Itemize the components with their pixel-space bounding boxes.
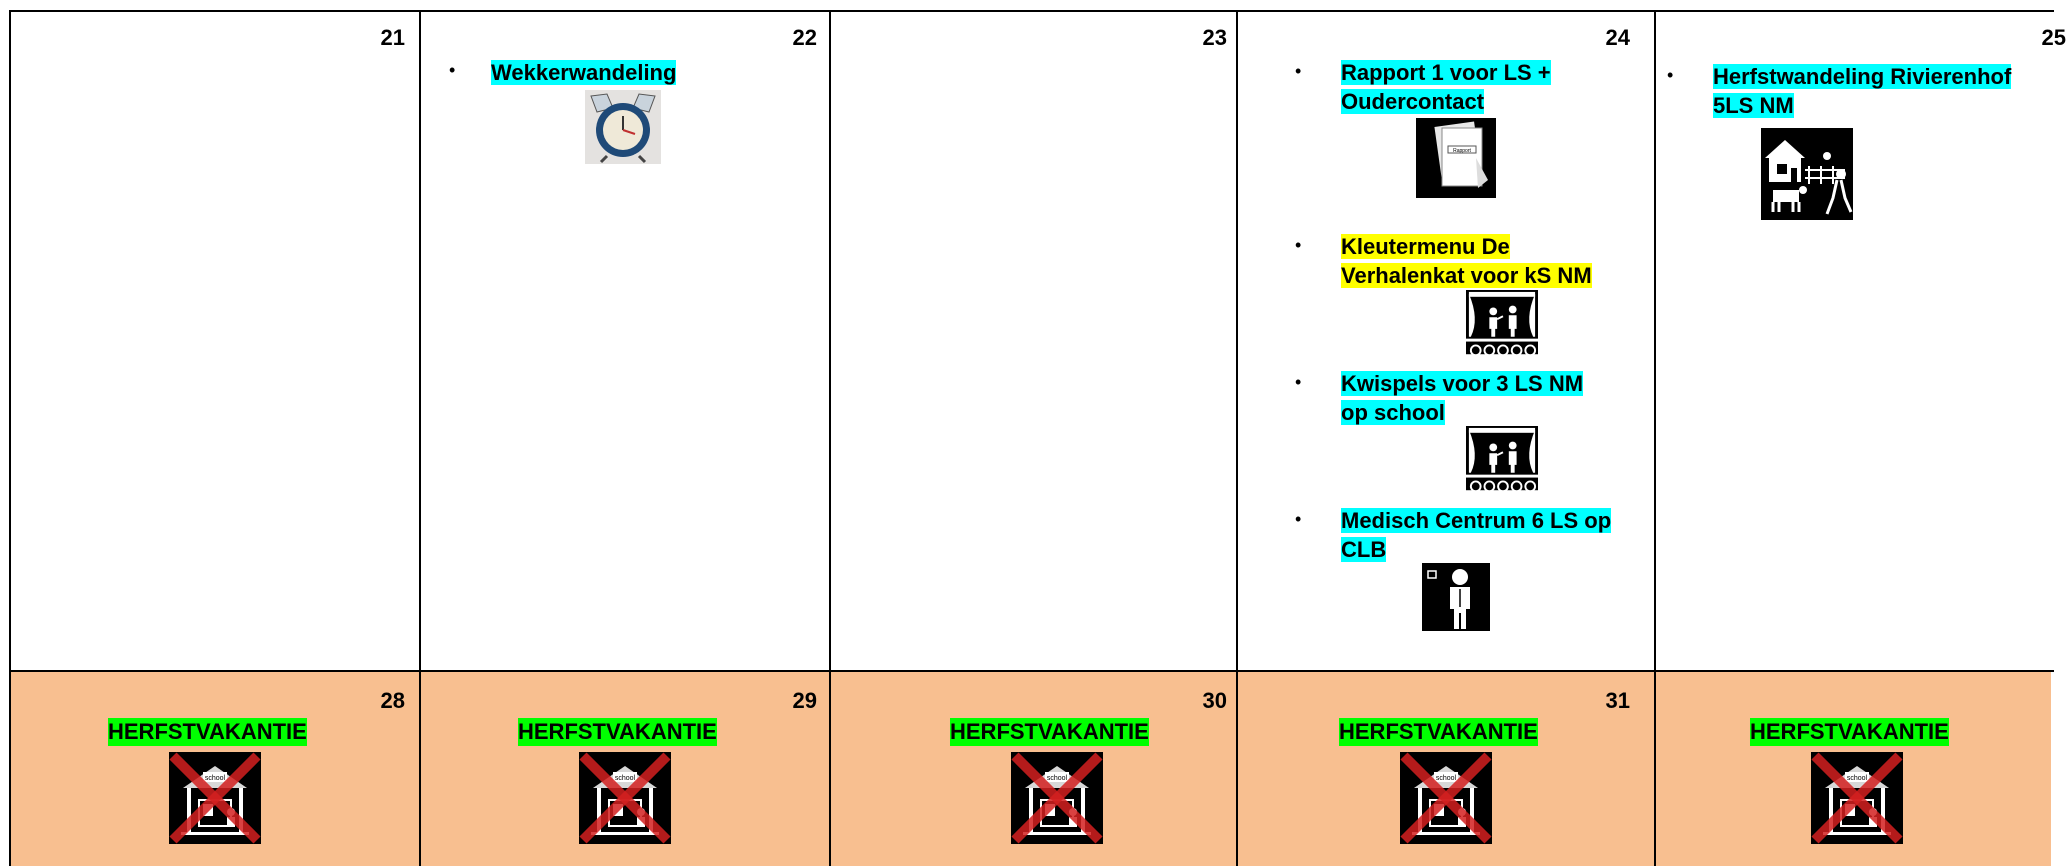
no-school-icon	[1400, 752, 1492, 844]
report-icon	[1416, 118, 1496, 198]
event-item[interactable]	[1295, 369, 1651, 427]
day-number: 24	[1605, 25, 1630, 50]
event-label: Rapport 1 voor LS +	[1341, 60, 1551, 85]
no-school-icon	[579, 752, 671, 844]
farm-walk-icon	[1761, 128, 1853, 220]
bullet: •	[449, 60, 456, 80]
day-cell-22[interactable]	[419, 10, 829, 670]
event-label: Wekkerwandeling	[491, 60, 677, 85]
event-item[interactable]	[449, 58, 677, 87]
event-label: 5LS NM	[1713, 93, 1794, 118]
bullet: •	[1295, 509, 1302, 529]
event-label: Medisch Centrum 6 LS op	[1341, 508, 1612, 533]
day-number: 25	[2041, 25, 2066, 50]
vacation-label: HERFSTVAKANTIE	[1750, 719, 1949, 744]
no-school-icon	[1011, 752, 1103, 844]
event-item[interactable]	[1295, 232, 1651, 290]
calendar-grid	[9, 10, 2066, 866]
day-cell-30[interactable]	[829, 670, 1239, 866]
event-label: Verhalenkat voor kS NM	[1341, 263, 1592, 288]
event-item[interactable]	[1295, 58, 1651, 116]
vacation-label: HERFSTVAKANTIE	[108, 719, 307, 744]
day-number: 31	[1605, 688, 1630, 713]
vacation-label: HERFSTVAKANTIE	[1339, 719, 1538, 744]
event-label: Oudercontact	[1341, 89, 1485, 114]
doctor-icon	[1422, 563, 1490, 631]
theater-icon	[1465, 426, 1539, 498]
week-row-2-vacation	[9, 670, 2051, 866]
no-school-icon	[1811, 752, 1903, 844]
day-number: 29	[792, 688, 817, 713]
event-label: op school	[1341, 400, 1445, 425]
day-cell-23[interactable]	[829, 10, 1239, 670]
week-row-1	[9, 10, 2066, 670]
event-label: Kwispels voor 3 LS NM	[1341, 371, 1584, 396]
day-cell-28[interactable]	[9, 670, 421, 866]
day-number: 28	[380, 688, 405, 713]
event-item[interactable]	[1295, 506, 1661, 564]
alarm-clock-icon	[585, 90, 661, 164]
day-cell-21[interactable]	[9, 10, 421, 670]
svg-text:Rapport: Rapport	[1453, 148, 1471, 154]
event-label: CLB	[1341, 537, 1387, 562]
day-number: 22	[792, 25, 817, 50]
event-label: Herfstwandeling Rivierenhof	[1713, 64, 2012, 89]
vacation-label: HERFSTVAKANTIE	[518, 719, 717, 744]
vacation-label: HERFSTVAKANTIE	[950, 719, 1149, 744]
day-cell-friday[interactable]	[1654, 670, 2054, 866]
no-school-icon	[169, 752, 261, 844]
day-number: 30	[1202, 688, 1227, 713]
event-label: Kleutermenu De	[1341, 234, 1510, 259]
day-cell-24[interactable]	[1236, 10, 1656, 670]
bullet: •	[1295, 235, 1302, 255]
day-number: 21	[380, 25, 405, 50]
bullet: •	[1295, 61, 1302, 81]
day-cell-29[interactable]	[419, 670, 829, 866]
event-item[interactable]	[1667, 62, 2053, 120]
bullet: •	[1295, 372, 1302, 392]
theater-icon	[1465, 290, 1539, 362]
bullet: •	[1667, 65, 1674, 85]
day-cell-31[interactable]	[1236, 670, 1656, 866]
day-cell-25[interactable]	[1654, 10, 2066, 670]
day-number: 23	[1202, 25, 1227, 50]
